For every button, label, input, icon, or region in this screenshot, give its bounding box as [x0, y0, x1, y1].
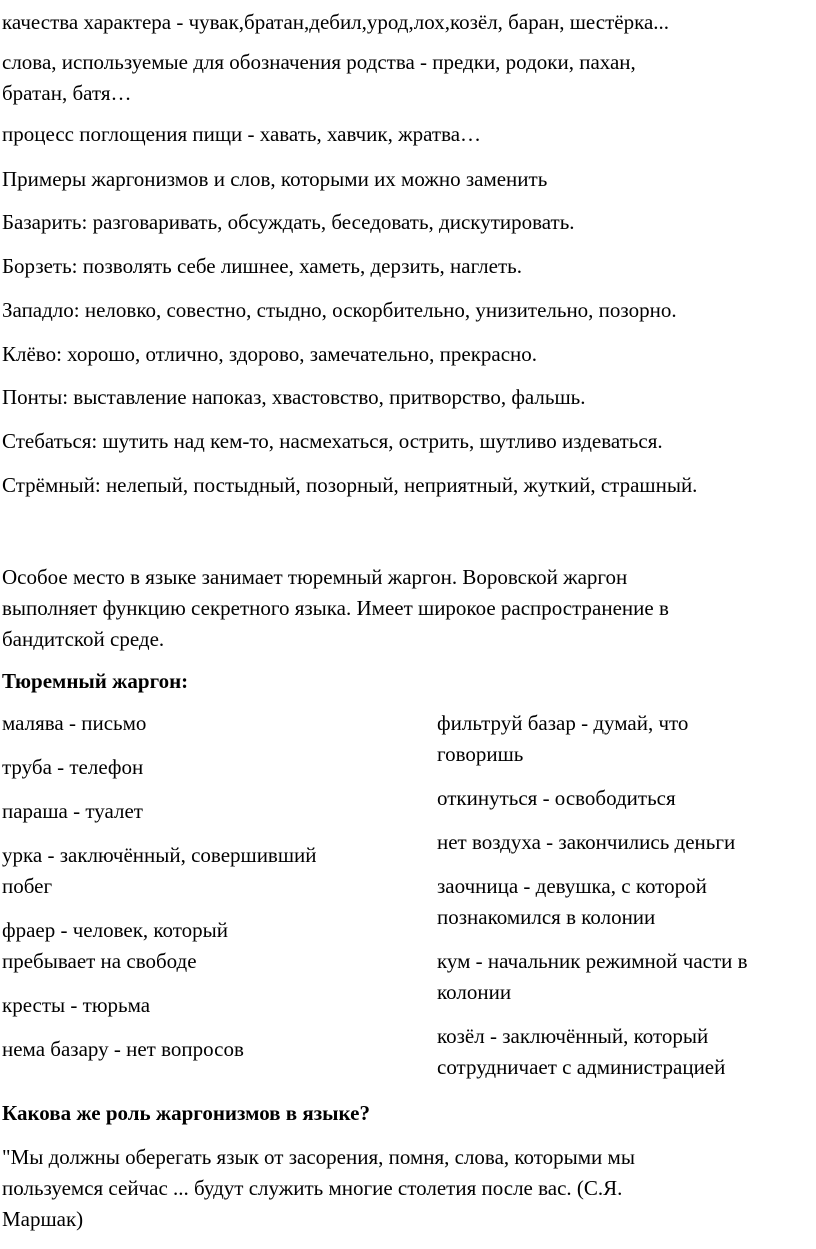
text-line-kinship-words-cont: братан, батя…: [2, 81, 132, 105]
glossary-entry-line: кум - начальник режимной части в: [437, 949, 748, 973]
glossary-left-column: [2, 708, 402, 1078]
glossary-entry: [437, 946, 813, 1008]
text-line-klevo: Клёво: хорошо, отлично, здорово, замечательно, прекрасно.: [2, 342, 538, 366]
text-line-stebatsya: Стебаться: шутить над кем-то, насмехаться, острить, шутливо издеваться.: [2, 429, 663, 453]
paragraph-prison-line-3: бандитской среде.: [2, 627, 165, 651]
glossary-entry-line: параша - туалет: [2, 799, 143, 823]
paragraph-prison-line-1: Особое место в языке занимает тюремный жаргон. Воровской жаргон: [2, 565, 628, 589]
glossary-entry: [2, 990, 402, 1021]
text-line-examples-heading: Примеры жаргонизмов и слов, которыми их можно заменить: [2, 167, 548, 191]
text-line-kinship-words: слова, используемые для обозначения родства - предки, родоки, пахан,: [2, 50, 636, 74]
glossary-entry: [437, 783, 813, 814]
glossary-entry-line: козёл - заключённый, который: [437, 1024, 709, 1048]
glossary-entry: [437, 708, 813, 770]
glossary-entry: [2, 708, 402, 739]
glossary-entry: [2, 752, 402, 783]
text-line-character-qualities: качества характера - чувак,братан,дебил,урод,лох,козёл, баран, шестёрка...: [2, 10, 670, 34]
glossary-right-column: [437, 708, 813, 1096]
glossary-entry: [2, 840, 402, 902]
glossary-entry-line: фильтруй базар - думай, что: [437, 711, 689, 735]
glossary-entry-line: урка - заключённый, совершивший: [2, 843, 317, 867]
glossary-entry: [2, 796, 402, 827]
glossary-entry-line: нема базару - нет вопросов: [2, 1037, 244, 1061]
quote-line-1: "Мы должны оберегать язык от засорения, помня, слова, которыми мы: [2, 1145, 635, 1169]
glossary-entry-line: говоришь: [437, 742, 524, 766]
text-line-stremny: Стрёмный: нелепый, постыдный, позорный, неприятный, жуткий, страшный.: [2, 473, 698, 497]
glossary-entry-line: сотрудничает с администрацией: [437, 1055, 726, 1079]
quote-line-3: Маршак): [2, 1207, 84, 1231]
glossary-entry-line: заочница - девушка, с которой: [437, 874, 707, 898]
glossary-entry: [2, 1034, 402, 1065]
quote-line-2: пользуемся сейчас ... будут служить многие столетия после вас. (С.Я.: [2, 1176, 623, 1200]
prison-jargon-heading: Тюремный жаргон:: [2, 669, 189, 693]
glossary-entry: [437, 1021, 813, 1083]
glossary-entry: [437, 871, 813, 933]
text-line-food-words: процесс поглощения пищи - хавать, хавчик, жратва…: [2, 122, 482, 146]
glossary-entry-line: колонии: [437, 980, 512, 1004]
text-line-borzet: Борзеть: позволять себе лишнее, хаметь, дерзить, наглеть.: [2, 254, 522, 278]
text-line-ponty: Понты: выставление напоказ, хвастовство, притворство, фальшь.: [2, 385, 586, 409]
glossary-entry: [2, 915, 402, 977]
glossary-entry: [437, 827, 813, 858]
role-of-jargon-heading: Какова же роль жаргонизмов в языке?: [2, 1101, 370, 1125]
text-line-zapadlo: Западло: неловко, совестно, стыдно, оскорбительно, унизительно, позорно.: [2, 298, 677, 322]
glossary-entry-line: побег: [2, 874, 53, 898]
glossary-entry-line: откинуться - освободиться: [437, 786, 676, 810]
glossary-entry-line: труба - телефон: [2, 755, 144, 779]
paragraph-prison-line-2: выполняет функцию секретного языка. Имеет широкое распространение в: [2, 596, 669, 620]
glossary-entry-line: пребывает на свободе: [2, 949, 197, 973]
glossary-entry-line: малява - письмо: [2, 711, 147, 735]
glossary-entry-line: кресты - тюрьма: [2, 993, 151, 1017]
glossary-entry-line: познакомился в колонии: [437, 905, 656, 929]
text-line-bazarit: Базарить: разговаривать, обсуждать, беседовать, дискутировать.: [2, 210, 575, 234]
glossary-entry-line: фраер - человек, который: [2, 918, 229, 942]
glossary-entry-line: нет воздуха - закончились деньги: [437, 830, 736, 854]
